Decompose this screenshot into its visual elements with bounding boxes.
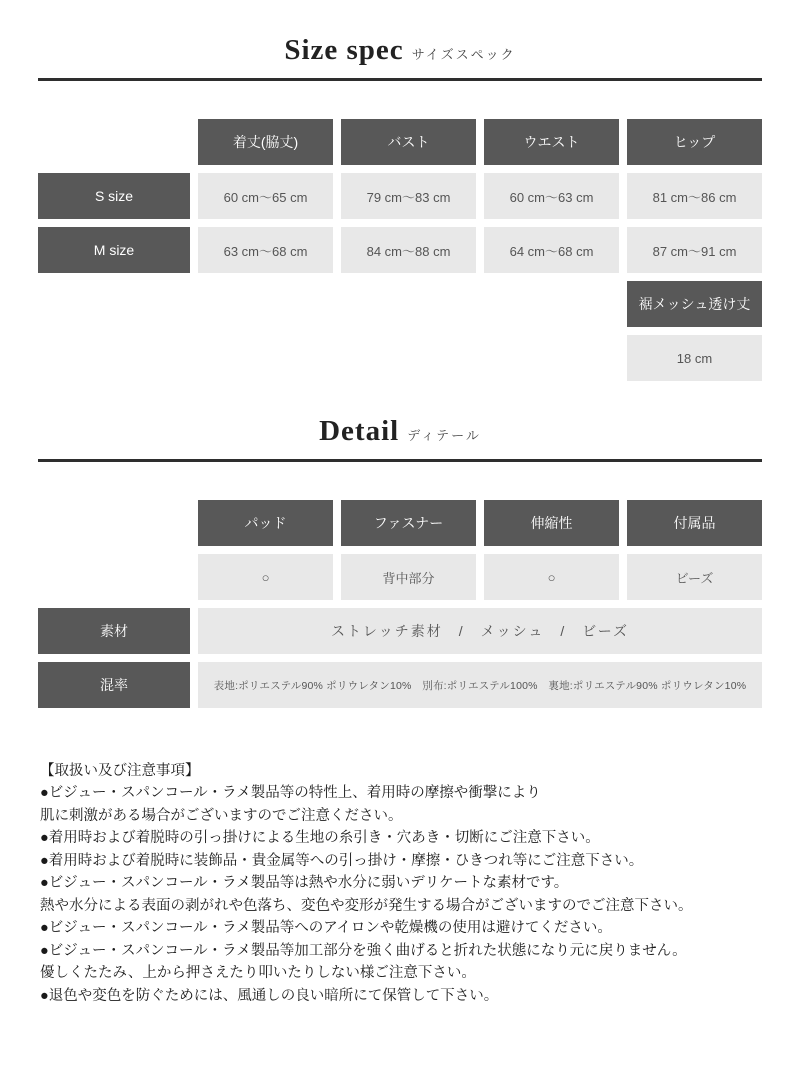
note-line: 肌に刺激がある場合がございますのでご注意ください。 (40, 807, 403, 824)
detail-header-accessory: 付属品 (627, 500, 762, 546)
detail-value-pad: ○ (198, 554, 333, 600)
size-row-label-m: M size (38, 227, 190, 273)
note-line: 熱や水分による表面の剥がれや色落ち、変色や変形が発生する場合がございますのでご注意下さい。 (40, 897, 693, 914)
note-line: 優しくたたみ、上から押さえたり叩いたりしない様ご注意下さい。 (40, 965, 476, 982)
note-line: ●着用時および着脱時の引っ掛けによる生地の糸引き・穴あき・切断にご注意下さい。 (40, 830, 600, 847)
size-extra-spacer-3 (341, 281, 476, 327)
detail-title-en: Detail (319, 415, 400, 447)
size-extra-spacer-1 (38, 281, 190, 327)
note-line: ●ビジュー・スパンコール・ラメ製品等の特性上、着用時の摩擦や衝撃により (40, 785, 541, 802)
size-m-waist: 64 cm～68 cm (484, 227, 619, 273)
detail-value-stretch: ○ (484, 554, 619, 600)
size-header-hip: ヒップ (627, 119, 762, 165)
size-s-waist: 60 cm～63 cm (484, 173, 619, 219)
size-extra-value-spacer-1 (38, 335, 190, 381)
detail-table-corner (38, 500, 190, 546)
detail-header-pad: パッド (198, 500, 333, 546)
size-spec-divider (38, 78, 762, 81)
detail-value-zipper: 背中部分 (341, 554, 476, 600)
size-extra-spacer-2 (198, 281, 333, 327)
size-s-length: 60 cm～65 cm (198, 173, 333, 219)
size-extra-value-spacer-4 (484, 335, 619, 381)
note-line: ●退色や変色を防ぐためには、風通しの良い暗所にて保管して下さい。 (40, 987, 499, 1004)
size-header-waist: ウエスト (484, 119, 619, 165)
size-header-length: 着丈(脇丈) (198, 119, 333, 165)
detail-value-material: ストレッチ素材 / メッシュ / ビーズ (198, 608, 762, 654)
detail-value-blend: 表地:ポリエステル90% ポリウレタン10% 別布:ポリエステル100% 裏地:ポリエステル90% ポリウレタン10% (198, 662, 762, 708)
size-extra-value-spacer-3 (341, 335, 476, 381)
size-m-hip: 87 cm～91 cm (627, 227, 762, 273)
care-notes (38, 760, 762, 1007)
note-line: ●着用時および着脱時に装飾品・貴金属等への引っ掛け・摩擦・ひきつれ等にご注意下さい。 (40, 852, 644, 869)
detail-header-stretch: 伸縮性 (484, 500, 619, 546)
size-header-bust: バスト (341, 119, 476, 165)
note-line: ●ビジュー・スパンコール・ラメ製品等加工部分を強く曲げると折れた状態になり元に戻りません。 (40, 942, 687, 959)
size-spec-table (38, 119, 762, 381)
size-extra-value-spacer-2 (198, 335, 333, 381)
detail-title-ja: ディテール (407, 428, 481, 443)
detail-row-label-blend: 混率 (38, 662, 190, 708)
note-line: ●ビジュー・スパンコール・ラメ製品等は熱や水分に弱いデリケートな素材です。 (40, 875, 569, 892)
size-s-hip: 81 cm～86 cm (627, 173, 762, 219)
size-extra-spacer-4 (484, 281, 619, 327)
size-m-length: 63 cm～68 cm (198, 227, 333, 273)
size-m-bust: 84 cm～88 cm (341, 227, 476, 273)
size-spec-title-en: Size spec (284, 34, 404, 66)
note-line: 【取扱い及び注意事項】 (40, 763, 200, 779)
size-spec-heading (38, 0, 762, 67)
detail-heading (38, 381, 762, 448)
note-line: ●ビジュー・スパンコール・ラメ製品等へのアイロンや乾燥機の使用は避けてください。 (40, 920, 612, 937)
size-value-mesh-length: 18 cm (627, 335, 762, 381)
detail-value-accessory: ビーズ (627, 554, 762, 600)
detail-divider (38, 459, 762, 462)
detail-header-zipper: ファスナー (341, 500, 476, 546)
detail-row-label-material: 素材 (38, 608, 190, 654)
size-s-bust: 79 cm～83 cm (341, 173, 476, 219)
size-spec-title-ja: サイズスペック (411, 47, 516, 62)
size-row-label-s: S size (38, 173, 190, 219)
detail-table (38, 500, 762, 708)
size-header-mesh-length: 裾メッシュ透け丈 (627, 281, 762, 327)
detail-value-row-spacer (38, 554, 190, 600)
size-table-corner (38, 119, 190, 165)
